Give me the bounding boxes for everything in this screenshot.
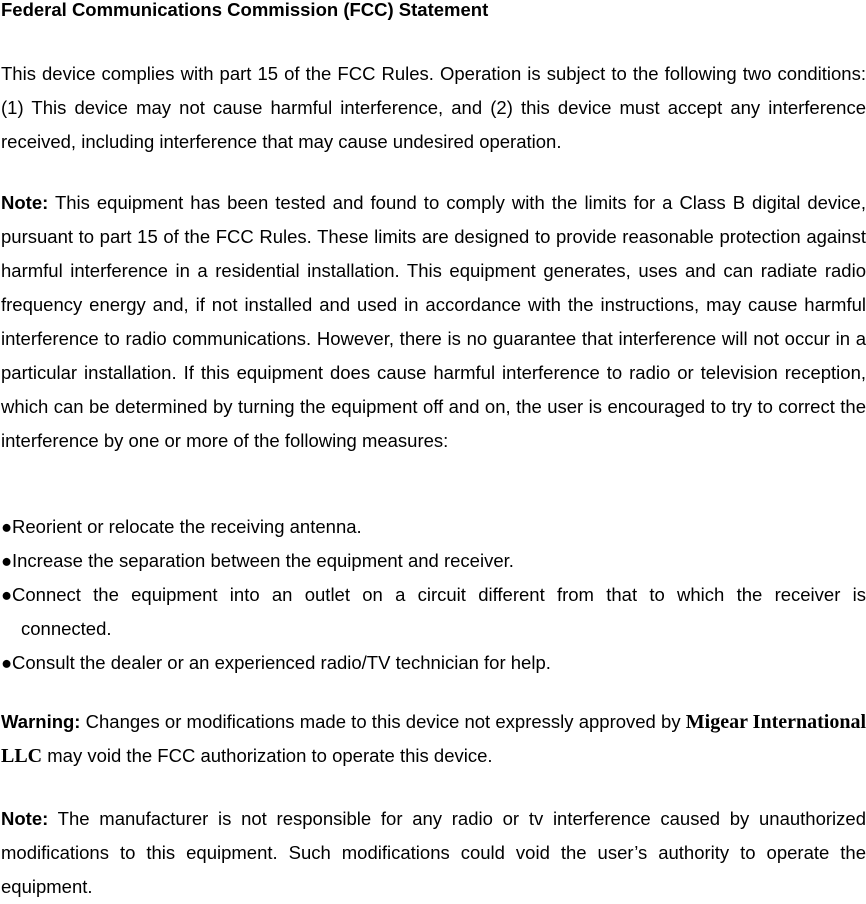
warning-paragraph (1, 705, 866, 773)
list-item-text: Consult the dealer or an experienced radio/TV technician for help. (12, 652, 551, 673)
list-item-text: Reorient or relocate the receiving antenna. (12, 516, 362, 537)
list-item (1, 510, 866, 544)
bullet-icon: ● (1, 584, 13, 605)
bullet-icon: ● (1, 550, 13, 571)
bullet-icon: ● (1, 516, 13, 537)
bullet-icon: ● (1, 652, 13, 673)
list-item (1, 544, 866, 578)
class-b-note-paragraph (1, 186, 866, 458)
manufacturer-note-paragraph (1, 802, 866, 904)
list-item-text (12, 578, 866, 646)
list-item-text: Increase the separation between the equipment and receiver. (12, 550, 514, 571)
company-name: Migear International LLC (1, 711, 866, 767)
note-text: The manufacturer is not responsible for any radio or tv interference caused by unauthorized modifications to this equipment. Such modifications could void the user’s authority to operate the equipment. (1, 808, 866, 897)
list-item-text-continuation: connected. (21, 618, 112, 639)
note-label: Note: (1, 192, 49, 213)
compliance-paragraph: This device complies with part 15 of the FCC Rules. Operation is subject to the following two conditions: (1) This device may not cause harmful interference, and (2) this device must accept any interference received, including interference that may cause undesired operation. (1, 63, 866, 152)
page-title: Federal Communications Commission (FCC) Statement (1, 0, 489, 20)
measures-list (1, 510, 866, 680)
warning-text-after: may void the FCC authorization to operate this device. (42, 745, 493, 766)
warning-text-before: Changes or modifications made to this device not expressly approved by (80, 711, 686, 732)
list-item-text-line: Connect the equipment into an outlet on a circuit different from that to which the receiver is (12, 584, 866, 605)
note-text: This equipment has been tested and found to comply with the limits for a Class B digital device, pursuant to part 15 of the FCC Rules. These limits are designed to provide reasonable protection against harmful interference in a residential installation. This equipment generates, uses and can radiate radio frequency energy and, if not installed and used in accordance with the instructions, may cause harmful interference to radio communications. However, there is no guarantee that interference will not occur in a particular installation. If this equipment does cause harmful interference to radio or television reception, which can be determined by turning the equipment off and on, the user is encouraged to try to correct the interference by one or more of the following measures: (1, 192, 866, 451)
list-item (1, 646, 866, 680)
warning-label: Warning: (1, 711, 81, 732)
note-label: Note: (1, 808, 49, 829)
list-item (1, 578, 866, 646)
